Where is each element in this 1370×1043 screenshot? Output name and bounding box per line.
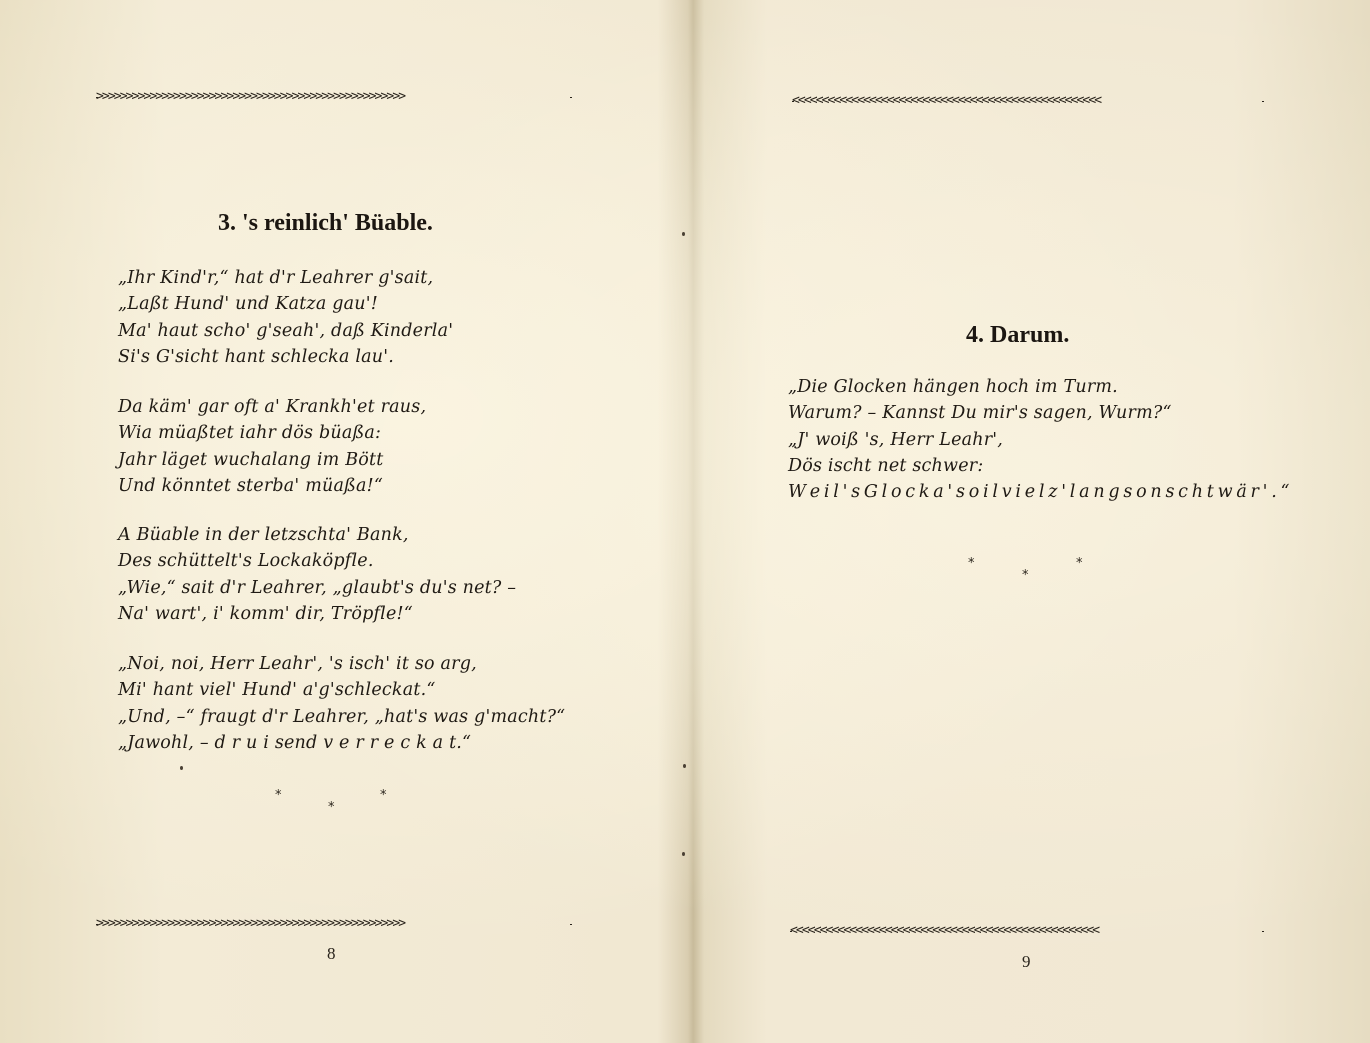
verse-line: Wia müaßtet iahr dös büaßa: <box>118 423 382 444</box>
page-number: 9 <box>1022 952 1031 971</box>
verse-line: Des schüttelt's Lockaköpfle. <box>118 551 374 572</box>
bottom-ornament-border: <<<<<<<<<<<<<<<<<<<<<<<<<<<<<<<<<<<<<<<<<<<<<<<<<<<< <box>790 924 1264 938</box>
verse-line: „Wie,“ sait d'r Leahrer, „glaubt's du's net? – <box>118 577 517 598</box>
stanza-4 <box>118 651 565 756</box>
verse-line: Mi' hant viel' Hund' a'g'schleckat.“ <box>118 680 436 701</box>
poem-title: 3. 's reinlich' Büable. <box>218 210 433 236</box>
verse-line: Na' wart', i' komm' dir, Tröpfle!“ <box>118 603 413 624</box>
verse-line: „J' woiß 's, Herr Leahr', <box>788 429 1004 450</box>
verse-line: „Laßt Hund' und Katza gau'! <box>118 294 378 315</box>
asterisk-icon: * <box>1022 568 1029 583</box>
stanza-1 <box>118 265 453 370</box>
verse-line: A Büable in der letzschta' Bank, <box>118 525 409 545</box>
verse-line: „Und, –“ fraugt d'r Leahrer, „hat's was g'macht?“ <box>118 706 566 727</box>
verse-line: Warum? – Kannst Du mir's sagen, Wurm?“ <box>788 403 1172 424</box>
paper-speck <box>180 766 183 770</box>
verse-line: W e i l ' s G l o c k a ' s o i l v i e l z ' l a n g s o n s c h t w ä r ' . “ <box>788 482 1289 503</box>
top-ornament-border: <<<<<<<<<<<<<<<<<<<<<<<<<<<<<<<<<<<<<<<<<<<<<<<<<<<< <box>792 94 1264 108</box>
stanza-1 <box>788 374 1289 505</box>
section-stars <box>270 788 400 818</box>
asterisk-icon: * <box>380 788 387 803</box>
asterisk-icon: * <box>275 788 282 803</box>
top-ornament-border: >>>>>>>>>>>>>>>>>>>>>>>>>>>>>>>>>>>>>>>>>>>>>>>>>>>> <box>96 90 572 104</box>
stanza-2 <box>118 394 426 499</box>
asterisk-icon: * <box>328 800 335 815</box>
asterisk-icon: * <box>968 556 975 571</box>
verse-line: Und könntet sterba' müaßa!“ <box>118 475 383 496</box>
verse-line: „Jawohl, – d r u i send v e r r e c k a t.“ <box>118 732 472 753</box>
section-stars <box>966 556 1096 586</box>
verse-line: Si's G'sicht hant schlecka lau'. <box>118 346 395 367</box>
verse-line: Jahr läget wuchalang im Bött <box>118 449 384 470</box>
binding-thread-hole <box>683 764 686 768</box>
verse-line: Dös ischt net schwer: <box>788 455 984 476</box>
binding-thread-hole <box>682 852 685 856</box>
verse-line: „Noi, noi, Herr Leahr', 's isch' it so arg, <box>118 654 477 674</box>
right-page <box>686 0 1370 1043</box>
binding-thread-hole <box>682 232 685 236</box>
verse-line: „Die Glocken hängen hoch im Turm. <box>788 377 1118 397</box>
bottom-ornament-border: >>>>>>>>>>>>>>>>>>>>>>>>>>>>>>>>>>>>>>>>>>>>>>>>>>>> <box>96 917 572 931</box>
verse-line: Ma' haut scho' g'seah', daß Kinderla' <box>118 320 454 341</box>
asterisk-icon: * <box>1076 556 1083 571</box>
verse-line: Da käm' gar oft a' Krankh'et raus, <box>118 397 427 417</box>
stanza-3 <box>118 522 516 627</box>
verse-line: „Ihr Kind'r,“ hat d'r Leahrer g'sait, <box>118 268 434 288</box>
page-number: 8 <box>327 944 336 963</box>
poem-title: 4. Darum. <box>966 322 1070 348</box>
